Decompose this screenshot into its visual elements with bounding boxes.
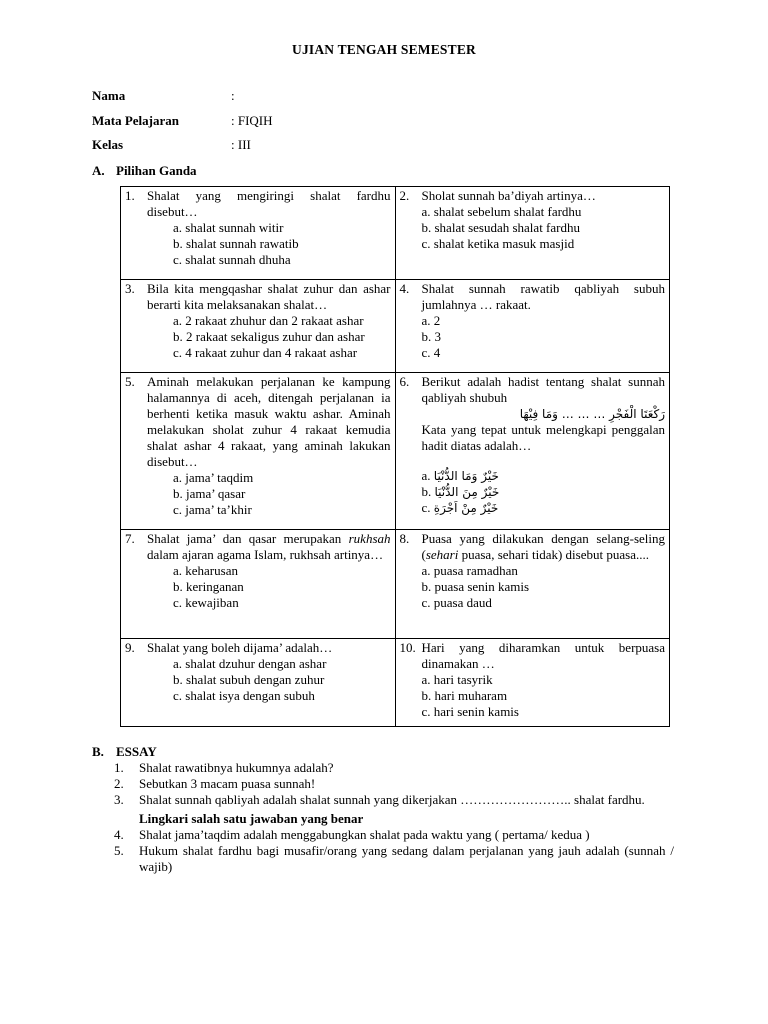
info-row-mata-pelajaran	[92, 113, 652, 131]
option-item: b. shalat sunnah rawatib	[173, 236, 299, 251]
essay-item: 3. Shalat sunnah qabliyah adalah shalat sunnah yang dikerjakan …………………….. shalat fardhu.	[114, 792, 645, 807]
option-item: a. hari tasyrik	[421, 672, 493, 687]
essay-item: 2. Sebutkan 3 macam puasa sunnah!	[114, 776, 316, 791]
section-title: Pilihan Ganda	[116, 163, 197, 178]
question-text: Shalat jama’ dan qasar merupakan rukhsah dalam ajaran agama Islam, rukhsah artinya…	[147, 531, 391, 562]
question-text: Bila kita mengqashar shalat zuhur dan ashar berarti kita melaksanakan shalat…	[147, 281, 391, 312]
question-cell-5	[121, 373, 396, 530]
question-text: Shalat sunnah rawatib qabliyah subuh jumlahnya … rakaat.	[421, 281, 665, 312]
option-item: a. shalat dzuhur dengan ashar	[173, 656, 327, 671]
question-number: 6.	[399, 374, 410, 389]
info-value: : FIQIH	[231, 113, 273, 128]
info-value: :	[231, 88, 235, 103]
question-cell-9	[121, 639, 396, 727]
multiple-choice-table	[120, 186, 670, 727]
essay-list	[92, 760, 674, 808]
question-number: 3.	[125, 281, 135, 296]
question-number: 2.	[399, 188, 410, 203]
question-number: 5.	[125, 374, 135, 389]
essay-instruction: Lingkari salah satu jawaban yang benar	[139, 811, 364, 826]
option-item: b. jama’ qasar	[173, 486, 246, 501]
essay-list	[92, 827, 674, 875]
info-row-nama	[92, 88, 652, 106]
hadith-arabic-text: رَكْعَتَا الْفَجْرِ … … … وَمَا فِيْهَا	[519, 407, 665, 421]
option-item: a. keharusan	[173, 563, 238, 578]
question-text-continued: Kata yang tepat untuk melengkapi penggalan hadit diatas adalah…	[421, 422, 665, 453]
question-number: 7.	[125, 531, 135, 546]
question-cell-4	[395, 280, 670, 373]
section-b-heading	[92, 744, 674, 760]
table-row	[121, 187, 670, 280]
option-list	[125, 656, 391, 704]
info-label: Kelas	[92, 137, 124, 152]
question-text: Sholat sunnah ba’diyah artinya…	[421, 188, 596, 203]
option-item: c. shalat isya dengan subuh	[173, 688, 315, 703]
question-number: 4.	[399, 281, 410, 296]
question-text: Shalat yang mengiringi shalat fardhu disebut…	[147, 188, 391, 219]
essay-section	[92, 744, 674, 875]
option-item: b. خَيْرٌ مِنَ الدُّنْيَا	[421, 484, 500, 499]
option-list	[125, 470, 391, 518]
option-item: c. shalat ketika masuk masjid	[421, 236, 575, 251]
question-text: Berikut adalah hadist tentang shalat sunnah qabliyah shubuh	[421, 374, 665, 405]
section-title: ESSAY	[116, 744, 157, 759]
question-cell-7	[121, 530, 396, 639]
option-item: a. jama’ taqdim	[173, 470, 254, 485]
option-list	[400, 313, 666, 361]
essay-item: 4. Shalat jama’taqdim adalah menggabungkan shalat pada waktu yang ( pertama/ kedua )	[114, 827, 590, 842]
option-item: a. 2	[421, 313, 441, 328]
option-item: c. خَيْرٌ مِنْ اَجْرَةِ	[421, 500, 499, 515]
question-cell-8	[395, 530, 670, 639]
question-number: 9.	[125, 640, 135, 655]
info-label: Mata Pelajaran	[92, 113, 180, 128]
option-item: b. puasa senin kamis	[421, 579, 530, 594]
option-item: a. puasa ramadhan	[421, 563, 518, 578]
info-row-kelas	[92, 137, 652, 155]
option-item: b. 3	[421, 329, 441, 344]
option-item: b. shalat subuh dengan zuhur	[173, 672, 325, 687]
option-item: c. kewajiban	[173, 595, 239, 610]
option-item: a. shalat sunnah witir	[173, 220, 284, 235]
question-cell-6	[395, 373, 670, 530]
option-item: a. 2 rakaat zhuhur dan 2 rakaat ashar	[173, 313, 364, 328]
question-cell-3	[121, 280, 396, 373]
option-item: c. shalat sunnah dhuha	[173, 252, 291, 267]
option-list	[125, 313, 391, 361]
section-letter: B.	[92, 744, 104, 759]
option-list	[125, 563, 391, 611]
option-list	[400, 672, 666, 720]
essay-item: 1. Shalat rawatibnya hukumnya adalah?	[114, 760, 334, 775]
option-item: b. 2 rakaat sekaligus zuhur dan ashar	[173, 329, 365, 344]
option-item: b. keringanan	[173, 579, 244, 594]
essay-item: 5. Hukum shalat fardhu bagi musafir/orang yang sedang dalam perjalanan yang jauh adalah (sunnah / wajib)	[114, 843, 674, 874]
question-text: Puasa yang dilakukan dengan selang-seling (sehari puasa, sehari tidak) disebut puasa....	[421, 531, 665, 562]
question-cell-10	[395, 639, 670, 727]
question-cell-2	[395, 187, 670, 280]
option-list	[400, 563, 666, 611]
section-letter: A.	[92, 163, 105, 178]
section-a-heading	[92, 163, 197, 179]
question-text: Hari yang diharamkan untuk berpuasa dinamakan …	[421, 640, 665, 671]
question-number: 10.	[399, 640, 416, 655]
table-row	[121, 530, 670, 639]
option-item: b. hari muharam	[421, 688, 508, 703]
option-item: b. shalat sesudah shalat fardhu	[421, 220, 580, 235]
option-item: a. خَيْرٌ وَمَا الدُّنْيَا	[421, 468, 499, 483]
question-text: Shalat yang boleh dijama’ adalah…	[147, 640, 333, 655]
question-number: 8.	[399, 531, 410, 546]
info-label: Nama	[92, 88, 126, 103]
option-item: c. hari senin kamis	[421, 704, 519, 719]
info-value: : III	[231, 137, 251, 152]
table-row	[121, 639, 670, 727]
option-item: c. 4 rakaat zuhur dan 4 rakaat ashar	[173, 345, 358, 360]
option-item: c. 4	[421, 345, 441, 360]
table-row	[121, 373, 670, 530]
option-list	[400, 468, 666, 516]
option-list	[400, 204, 666, 252]
option-list	[125, 220, 391, 268]
question-text: Aminah melakukan perjalanan ke kampung halamannya di aceh, ditengah perjalanan ia berhenti ketika masuk waktu ashar. Aminah melakukan sholat zuhur 4 rakaat kemudia shalat ashar 4 rakaat, yang aminah lakukan disebut…	[147, 374, 391, 469]
question-number: 1.	[125, 188, 135, 203]
option-item: a. shalat sebelum shalat fardhu	[421, 204, 582, 219]
question-cell-1	[121, 187, 396, 280]
option-item: c. puasa daud	[421, 595, 492, 610]
option-item: c. jama’ ta’khir	[173, 502, 252, 517]
page-title: UJIAN TENGAH SEMESTER	[292, 42, 476, 57]
table-row	[121, 280, 670, 373]
